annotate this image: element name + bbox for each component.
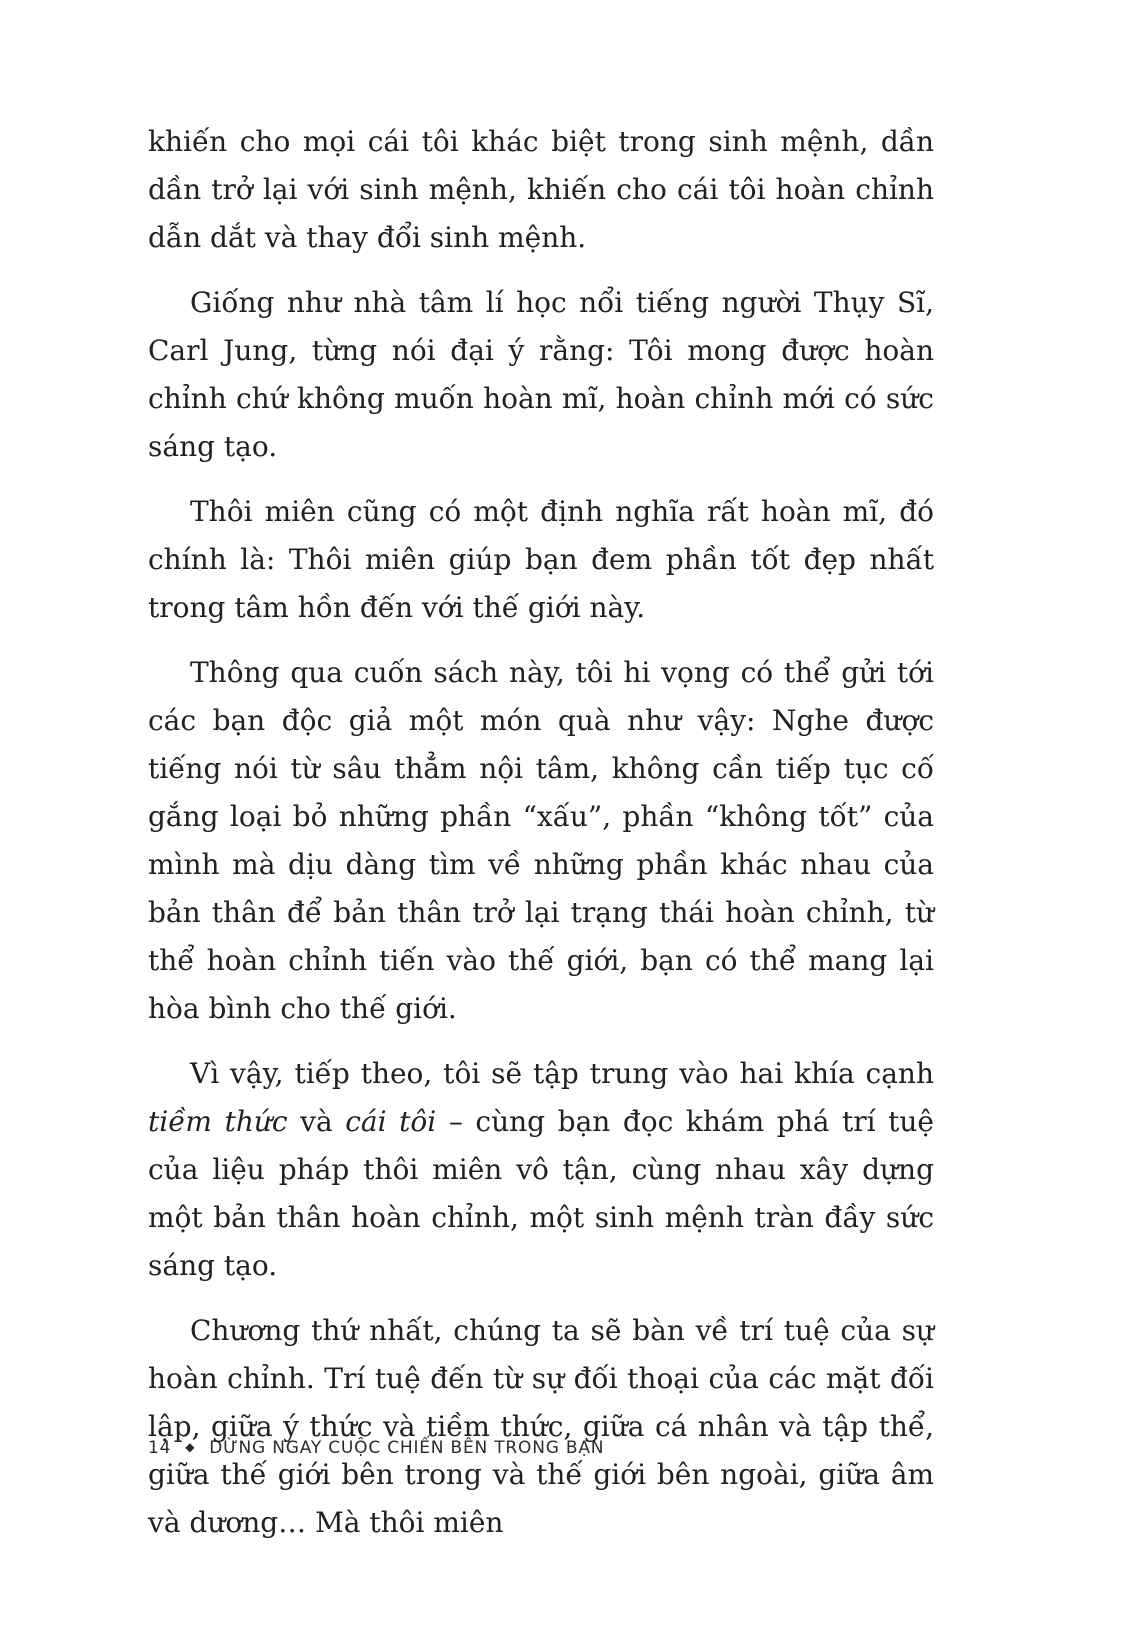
text-segment: – cùng bạn đọc khám phá trí tuệ của liệu pháp thôi miên vô tận, cùng nhau xây dựng một bản thân hoàn chỉnh, một sinh mệnh tràn đầy sức sáng tạo.	[148, 1105, 935, 1282]
page-number: 14	[148, 1438, 172, 1458]
text-segment: Giống như nhà tâm lí học nổi tiếng người Thụy Sĩ, Carl Jung, từng nói đại ý rằng: Tôi mong được hoàn chỉnh chứ không muốn hoàn mĩ, hoàn chỉnh mới có sức sáng tạo.	[148, 286, 934, 463]
paragraph	[148, 649, 934, 1033]
diamond-separator-icon: ◆	[185, 1440, 196, 1454]
emphasized-text: tiềm thức	[148, 1105, 288, 1138]
paragraph	[148, 279, 934, 471]
body-text	[148, 118, 934, 1564]
text-segment: Thông qua cuốn sách này, tôi hi vọng có thể gửi tới các bạn độc giả một món quà như vậy: Nghe được tiếng nói từ sâu thẳm nội tâm, không cần tiếp tục cố gắng loại bỏ những phần “xấu”, phần “không tốt” của mình mà dịu dàng tìm về những phần khác nhau của bản thân để bản thân trở lại trạng thái hoàn chỉnh, từ thể hoàn chỉnh tiến vào thế giới, bạn có thể mang lại hòa bình cho thế giới.	[148, 656, 934, 1025]
emphasized-text: cái tôi	[345, 1105, 437, 1138]
paragraph	[148, 118, 934, 262]
text-segment: khiến cho mọi cái tôi khác biệt trong sinh mệnh, dần dần trở lại với sinh mệnh, khiến cho cái tôi hoàn chỉnh dẫn dắt và thay đổi sinh mệnh.	[148, 125, 934, 254]
text-segment: và	[287, 1105, 346, 1138]
text-segment: Chương thứ nhất, chúng ta sẽ bàn về trí tuệ của sự hoàn chỉnh. Trí tuệ đến từ sự đối thoại của các mặt đối lập, giữa ý thức và tiềm thức, giữa cá nhân và tập thể, giữa thế giới bên trong và thế giới bên ngoài, giữa âm và dương… Mà thôi miên	[148, 1314, 934, 1539]
paragraph	[148, 488, 934, 632]
page-footer	[148, 1438, 934, 1458]
running-book-title: DỪNG NGAY CUỘC CHIẾN BÊN TRONG BẠN	[209, 1438, 605, 1458]
paragraph	[148, 1307, 934, 1547]
paragraph	[148, 1050, 934, 1290]
text-segment: Thôi miên cũng có một định nghĩa rất hoàn mĩ, đó chính là: Thôi miên giúp bạn đem phần tốt đẹp nhất trong tâm hồn đến với thế giới này.	[148, 495, 934, 624]
text-segment: Vì vậy, tiếp theo, tôi sẽ tập trung vào hai khía cạnh	[190, 1057, 934, 1090]
